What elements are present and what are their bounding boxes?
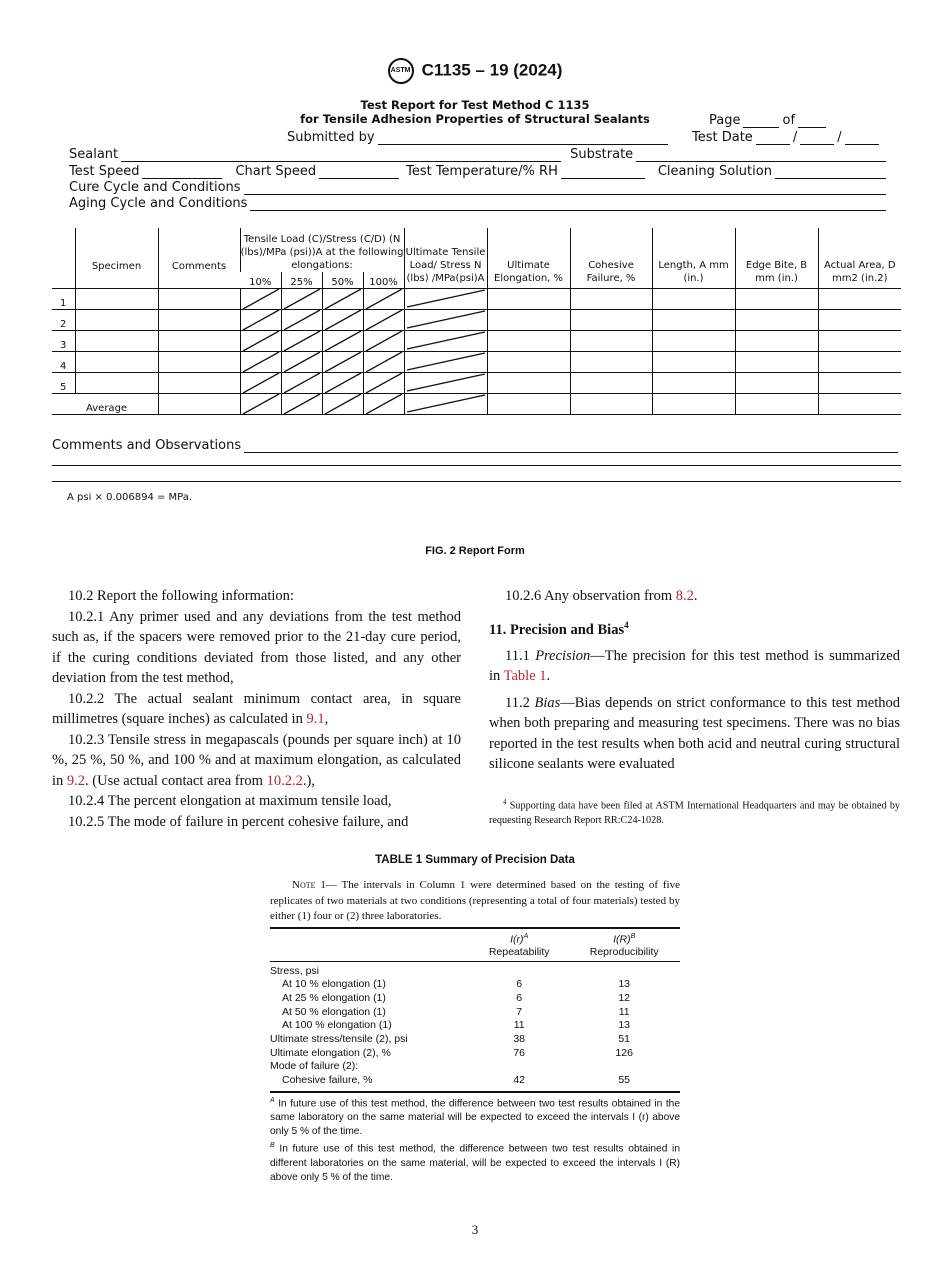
diagonal-line <box>241 394 281 414</box>
label: Test Temperature/% RH <box>406 164 558 179</box>
precision-row <box>270 1033 680 1047</box>
designation: C1135 – 19 (2024) <box>421 60 563 80</box>
diag-cell <box>281 309 322 330</box>
precision-row <box>270 1047 680 1061</box>
t: Supporting data have been filed at ASTM International Headquarters and may be obtained by requesting Research Report RR:C24-1028. <box>489 800 901 827</box>
row-number: 2 <box>52 309 75 330</box>
cell <box>487 372 570 393</box>
col-specimen: Specimen <box>75 228 158 288</box>
aging-row <box>69 196 889 211</box>
label: Sealant <box>69 147 119 162</box>
form-row <box>52 351 901 372</box>
col-ultimate: Ultimate Tensile Load/ Stress N (lbs) /MPa(psi)A <box>404 228 487 288</box>
t: Bias <box>534 694 561 711</box>
cell <box>158 288 240 309</box>
reproducibility-value <box>568 1060 680 1074</box>
diagonal-line <box>323 331 363 351</box>
diag-cell <box>281 372 322 393</box>
cell <box>735 351 818 372</box>
page-number: 3 <box>471 1222 479 1237</box>
form-row <box>52 372 901 393</box>
comments-field <box>52 438 901 453</box>
cell <box>818 351 901 372</box>
diag-cell <box>404 351 487 372</box>
diag-cell <box>322 288 363 309</box>
sealant-substrate-row <box>69 147 889 162</box>
cell <box>652 393 735 414</box>
diag-cell <box>363 330 404 351</box>
label: Cleaning Solution <box>657 164 772 179</box>
diag-cell <box>322 330 363 351</box>
cell <box>158 393 240 414</box>
diag-cell <box>404 372 487 393</box>
diagonal-line <box>405 373 487 393</box>
table1-footnotes <box>270 1094 680 1185</box>
form-title-line2: for Tensile Adhesion Properties of Structural Sealants <box>300 112 650 126</box>
t: . <box>546 668 551 685</box>
test-speed-row <box>69 164 889 179</box>
cell <box>735 330 818 351</box>
row-number: 1 <box>52 288 75 309</box>
repeatability-value: 76 <box>513 1046 526 1059</box>
diagonal-line <box>364 373 404 393</box>
cell <box>652 309 735 330</box>
t: Note 1— <box>292 879 337 891</box>
cell <box>735 372 818 393</box>
fn-mark: 4 <box>503 798 507 806</box>
page-field <box>709 113 829 128</box>
astm-logo: ASTM <box>388 58 414 84</box>
cell <box>735 393 818 414</box>
table1-note <box>270 878 680 925</box>
cell <box>158 309 240 330</box>
t: 11.2 <box>505 694 535 711</box>
right-column <box>489 586 900 775</box>
cell <box>487 393 570 414</box>
cell <box>158 330 240 351</box>
diagonal-line <box>282 331 322 351</box>
diagonal-line <box>364 352 404 372</box>
col-area: Actual Area, D mm2 (in.2) <box>818 228 901 288</box>
cell <box>75 309 158 330</box>
form-footnote: A psi × 0.006894 = MPa. <box>67 492 193 503</box>
reproducibility-value: 55 <box>618 1074 631 1087</box>
t: . <box>693 588 698 604</box>
footnote-a: $^A$ In future use of this test method, the difference between two test results obtained in the same laboratory on the same material will be expected to exceed the intervals I (r) above only 5 % of the time. <box>270 1097 680 1138</box>
diag-cell <box>240 330 281 351</box>
diag-cell <box>281 330 322 351</box>
t: I(r) <box>510 933 524 946</box>
diagonal-line <box>282 289 322 309</box>
cell <box>818 393 901 414</box>
diag-cell <box>281 288 322 309</box>
col-50: 50% <box>322 272 363 288</box>
diagonal-line <box>282 352 322 372</box>
cell <box>487 351 570 372</box>
t: Repeatability <box>488 945 550 958</box>
comment-line <box>52 465 901 466</box>
t: The intervals in Column 1 were determined based on the testing of five replicates of two materials at two conditions (representing a total of four materials) tested by either (1) four or (2) three laboratories. <box>270 879 680 922</box>
fn-ref: 4 <box>624 619 629 630</box>
form-row <box>52 330 901 351</box>
diagonal-line <box>323 352 363 372</box>
precision-row <box>270 1019 680 1033</box>
precision-row <box>270 961 680 978</box>
label: Chart Speed <box>235 164 317 179</box>
reproducibility-value: 12 <box>618 991 631 1004</box>
cell <box>158 351 240 372</box>
repeatability-value: 7 <box>516 1005 523 1018</box>
row-label: Ultimate stress/tensile (2), psi <box>270 1033 408 1046</box>
diag-cell <box>404 309 487 330</box>
diagonal-line <box>364 310 404 330</box>
left-column <box>52 586 461 832</box>
cell <box>570 372 652 393</box>
label: Test Speed <box>69 164 140 179</box>
diagonal-line <box>323 373 363 393</box>
diagonal-line <box>282 394 322 414</box>
diag-cell <box>404 330 487 351</box>
label: Comments and Observations <box>52 438 242 453</box>
reproducibility-value: 51 <box>618 1033 631 1046</box>
diag-cell <box>240 372 281 393</box>
repeatability-value: 38 <box>513 1033 526 1046</box>
diagonal-line <box>241 310 281 330</box>
t: A <box>523 933 529 940</box>
table1-title: TABLE 1 Summary of Precision Data <box>375 854 575 866</box>
para-11-2 <box>489 693 900 775</box>
para-10-2-1: 10.2.1 Any primer used and any deviations from the test method such as, if the spacers were removed prior to the 21-day cure period, if the curing conditions deviated from those listed, and any other deviation from the test method, <box>52 608 461 686</box>
row-label: At 10 % elongation (1) <box>282 978 386 991</box>
cell <box>158 372 240 393</box>
cell <box>818 309 901 330</box>
cell <box>735 288 818 309</box>
label: Aging Cycle and Conditions <box>69 196 248 211</box>
diagonal-line <box>282 373 322 393</box>
precision-row <box>270 992 680 1006</box>
repeatability-value <box>470 961 568 978</box>
diag-cell <box>240 351 281 372</box>
label: Submitted by <box>287 130 375 145</box>
section-heading <box>489 615 900 640</box>
cell <box>570 309 652 330</box>
row-number: 3 <box>52 330 75 351</box>
label: of <box>782 113 796 128</box>
cell <box>75 351 158 372</box>
link-table-1[interactable]: Table 1 <box>503 668 547 685</box>
cell <box>75 330 158 351</box>
diag-cell <box>322 309 363 330</box>
t: 10.2.3 Tensile stress in megapascals (pounds per square inch) at 10 %, 25 %, 50 %, and 100 % and at maximum elongation, as calculated in <box>52 731 461 789</box>
t: 11. Precision and Bias <box>489 621 625 638</box>
t: , <box>324 711 329 727</box>
footnote-4 <box>489 795 900 828</box>
row-label: At 25 % elongation (1) <box>282 991 386 1004</box>
diag-cell <box>281 351 322 372</box>
cell <box>652 330 735 351</box>
cell <box>652 351 735 372</box>
label: Page <box>709 113 741 128</box>
cell <box>652 288 735 309</box>
t: In future use of this test method, the difference between two test results obtained in the same laboratory on the same material will be expected to exceed the intervals I (r) above only 5 % of the time. <box>270 1098 680 1138</box>
cell <box>570 330 652 351</box>
para-11-1 <box>489 646 900 687</box>
diagonal-line <box>282 310 322 330</box>
repeatability-value <box>470 1060 568 1074</box>
repeatability-value: 6 <box>516 978 523 991</box>
form-row <box>52 309 901 330</box>
row-label: At 100 % elongation (1) <box>282 1019 392 1032</box>
row-label: At 50 % elongation (1) <box>282 1005 386 1018</box>
diag-cell <box>322 372 363 393</box>
row-label: Cohesive failure, % <box>282 1074 373 1087</box>
col-edge: Edge Bite, B mm (in.) <box>735 228 818 288</box>
diag-cell <box>363 372 404 393</box>
t: I(R) <box>613 933 631 946</box>
reproducibility-value <box>568 961 680 978</box>
col-25: 25% <box>281 272 322 288</box>
diagonal-line <box>241 373 281 393</box>
para-10-2: 10.2 Report the following information: <box>68 588 294 604</box>
para-10-2-4: 10.2.4 The percent elongation at maximum tensile load, <box>68 793 392 809</box>
diag-cell <box>363 393 404 414</box>
row-label: Average <box>52 393 158 414</box>
precision-row <box>270 978 680 992</box>
label: Test Date <box>692 130 753 145</box>
cure-row <box>69 180 889 195</box>
cell <box>75 288 158 309</box>
test-date-field <box>692 130 882 145</box>
diagonal-line <box>405 394 487 414</box>
repeatability-value: 6 <box>516 991 523 1004</box>
reproducibility-value: 126 <box>615 1046 633 1059</box>
t: 10.2.6 Any observation from <box>505 588 676 604</box>
col-tensile: Tensile Load (C)/Stress (C/D) (N (lbs)/MPa (psi))A at the following elongations: <box>240 228 404 272</box>
reproducibility-value: 11 <box>618 1005 630 1018</box>
repeatability-value: 11 <box>513 1019 525 1032</box>
cell <box>487 288 570 309</box>
diagonal-line <box>405 310 487 330</box>
cell <box>818 288 901 309</box>
cell <box>818 372 901 393</box>
diagonal-line <box>364 331 404 351</box>
form-row <box>52 393 901 414</box>
slash: / <box>792 130 798 145</box>
diag-cell <box>240 393 281 414</box>
form-row <box>52 288 901 309</box>
cell <box>75 372 158 393</box>
col-comments: Comments <box>158 228 240 288</box>
cell <box>570 351 652 372</box>
figure-caption: FIG. 2 Report Form <box>425 545 525 557</box>
repeatability-value: 42 <box>513 1074 526 1087</box>
diagonal-line <box>241 289 281 309</box>
slash: / <box>837 130 842 145</box>
t: .), <box>302 772 315 789</box>
precision-row <box>270 1074 680 1092</box>
diagonal-line <box>241 331 281 351</box>
para-10-2-2 <box>52 689 461 730</box>
link-9-2[interactable]: 9.2 <box>66 772 86 789</box>
para-10-2-6 <box>489 586 900 607</box>
t: Precision <box>535 647 591 664</box>
diagonal-line <box>405 289 487 309</box>
diag-cell <box>404 288 487 309</box>
col-100: 100% <box>363 272 404 288</box>
cell <box>570 288 652 309</box>
diagonal-line <box>364 394 404 414</box>
precision-row <box>270 1006 680 1020</box>
col-length: Length, A mm (in.) <box>652 228 735 288</box>
cell <box>735 309 818 330</box>
diagonal-line <box>323 394 363 414</box>
col-cohesive: Cohesive Failure, % <box>570 228 652 288</box>
t: 10.2.2 The actual sealant minimum contact area, in square millimetres (square inches) as calculated in <box>52 690 461 727</box>
col-ult-elong: Ultimate Elongation, % <box>487 228 570 288</box>
t: —The precision for this test method is summarized in <box>489 647 900 685</box>
col-10: 10% <box>249 276 272 288</box>
t: Reproducibility <box>589 945 659 958</box>
row-label: Mode of failure (2): <box>270 1060 359 1073</box>
diag-cell <box>363 351 404 372</box>
form-title-line1: Test Report for Test Method C 1135 <box>360 98 590 112</box>
diag-cell <box>322 351 363 372</box>
para-10-2-3 <box>52 730 461 792</box>
reproducibility-value: 13 <box>618 1019 631 1032</box>
t: 11.1 <box>505 647 536 664</box>
diag-cell <box>240 309 281 330</box>
cell <box>487 309 570 330</box>
submitted-by-field <box>287 130 671 145</box>
label: Cure Cycle and Conditions <box>69 180 241 195</box>
diagonal-line <box>323 289 363 309</box>
t: B <box>630 933 636 940</box>
link-10-2-2[interactable]: 10.2.2 <box>266 772 303 789</box>
cell <box>818 330 901 351</box>
cell <box>652 372 735 393</box>
diag-cell <box>240 288 281 309</box>
para-10-2-5: 10.2.5 The mode of failure in percent cohesive failure, and <box>68 813 409 830</box>
link-9-1[interactable]: 9.1 <box>306 711 325 727</box>
comment-line <box>52 481 901 482</box>
label: Substrate <box>570 147 634 162</box>
row-number: 4 <box>52 351 75 372</box>
diag-cell <box>322 393 363 414</box>
precision-row <box>270 1060 680 1074</box>
document-header <box>0 58 950 84</box>
link-8-2[interactable]: 8.2 <box>675 588 694 604</box>
t: In future use of this test method, the difference between two test results obtained in different laboratories on the same material, will be expected to exceed the intervals I (R) above only 5 % of the time. <box>270 1143 680 1183</box>
row-label: Ultimate elongation (2), % <box>270 1046 391 1059</box>
cell <box>570 393 652 414</box>
diagonal-line <box>323 310 363 330</box>
t: . (Use actual contact area from <box>85 772 267 789</box>
form-title <box>200 98 750 126</box>
diagonal-line <box>405 331 487 351</box>
precision-table <box>270 927 680 1093</box>
row-label: Stress, psi <box>270 964 320 977</box>
cell <box>487 330 570 351</box>
diag-cell <box>363 309 404 330</box>
row-number: 5 <box>52 372 75 393</box>
footnote-b: $^B$ In future use of this test method, the difference between two test results obtained in different laboratories on the same material, will be expected to exceed the intervals I (R) above only 5 % of the time. <box>270 1142 680 1183</box>
diagonal-line <box>405 352 487 372</box>
col-reproducibility <box>568 928 680 961</box>
report-form-table <box>52 228 901 415</box>
diag-cell <box>404 393 487 414</box>
reproducibility-value: 13 <box>618 978 631 991</box>
diagonal-line <box>241 352 281 372</box>
col-repeatability <box>470 928 568 961</box>
diag-cell <box>363 288 404 309</box>
diag-cell <box>281 393 322 414</box>
diagonal-line <box>364 289 404 309</box>
t: —Bias depends on strict conformance to this test method when both preparing and measuring test specimens. There was no bias reported in the test results when both acid and neutral curing structural silicone sealants were evaluated <box>489 694 901 773</box>
